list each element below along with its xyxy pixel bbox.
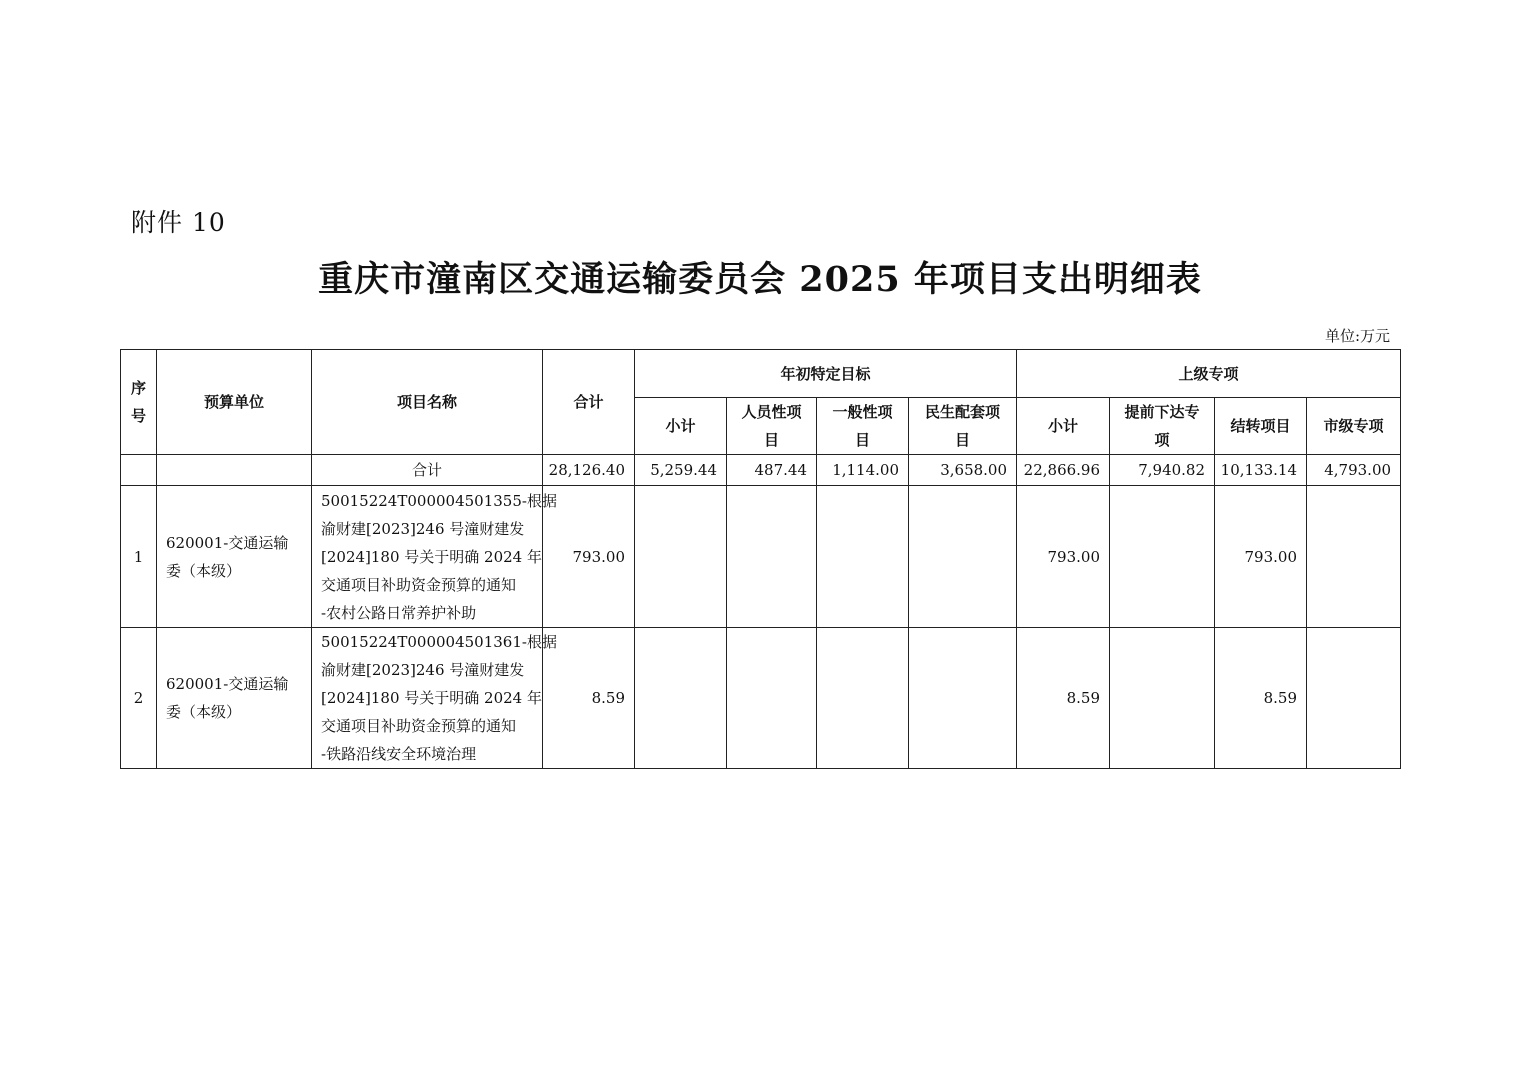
total-livelihood: 3,658.00 [909, 455, 1017, 486]
table-row [121, 486, 1401, 628]
header-initial-subtotal: 小计 [635, 398, 727, 455]
total-general: 1,114.00 [817, 455, 909, 486]
header-total: 合计 [543, 350, 635, 455]
row-project-line: 50015224T000004501355-根据 [321, 491, 557, 510]
row-superior-subtotal: 793.00 [1017, 486, 1110, 628]
row-budget-unit-line: 委（本级） [166, 703, 242, 721]
row-project-line: [2024]180 号关于明确 2024 年 [321, 689, 542, 707]
header-personnel [727, 398, 817, 455]
row-project-line: [2024]180 号关于明确 2024 年 [321, 547, 542, 566]
header-city: 市级专项 [1307, 398, 1401, 455]
header-row-1 [121, 350, 1401, 398]
row-total: 8.59 [543, 628, 635, 769]
row-general [817, 628, 909, 769]
header-personnel-line: 人员性项 [741, 403, 802, 421]
row-city [1307, 486, 1401, 628]
header-personnel-line: 目 [763, 431, 779, 449]
header-advance [1110, 398, 1215, 455]
unit-label: 单位:万元 [1324, 327, 1390, 345]
row-project-line: 50015224T000004501361-根据 [321, 633, 557, 651]
header-group-superior: 上级专项 [1017, 350, 1401, 398]
total-superior-subtotal: 22,866.96 [1017, 455, 1110, 486]
row-city [1307, 628, 1401, 769]
project-expense-table [120, 349, 1401, 769]
header-advance-line: 项 [1154, 431, 1170, 449]
header-general-line: 目 [854, 431, 870, 449]
row-seq: 2 [121, 628, 157, 769]
total-advance: 7,940.82 [1110, 455, 1215, 486]
row-budget-unit [157, 628, 312, 769]
header-seq [121, 350, 157, 455]
attachment-label: 附件 10 [131, 208, 226, 237]
header-general [817, 398, 909, 455]
header-seq-line: 序 [130, 379, 146, 397]
header-project-name: 项目名称 [312, 350, 543, 455]
header-general-line: 一般性项 [832, 403, 893, 421]
row-seq: 1 [121, 486, 157, 628]
row-personnel [727, 628, 817, 769]
header-livelihood [909, 398, 1017, 455]
total-initial-subtotal: 5,259.44 [635, 455, 727, 486]
row-initial-subtotal [635, 628, 727, 769]
header-group-initial: 年初特定目标 [635, 350, 1017, 398]
header-superior-subtotal: 小计 [1017, 398, 1110, 455]
total-unit-cell [157, 455, 312, 486]
row-personnel [727, 486, 817, 628]
page-title: 重庆市潼南区交通运输委员会 2025 年项目支出明细表 [318, 259, 1202, 300]
row-superior-subtotal: 8.59 [1017, 628, 1110, 769]
row-project-line: 交通项目补助资金预算的通知 [321, 717, 517, 735]
row-project-line: -铁路沿线安全环境治理 [321, 745, 477, 763]
total-row [121, 455, 1401, 486]
row-general [817, 486, 909, 628]
header-livelihood-line: 目 [955, 431, 971, 449]
total-carryover: 10,133.14 [1215, 455, 1307, 486]
total-personnel: 487.44 [727, 455, 817, 486]
row-project-line: 渝财建[2023]246 号潼财建发 [321, 661, 525, 679]
total-city: 4,793.00 [1307, 455, 1401, 486]
row-carryover: 793.00 [1215, 486, 1307, 628]
row-advance [1110, 628, 1215, 769]
header-carryover: 结转项目 [1215, 398, 1307, 455]
row-budget-unit-line: 620001-交通运输 [166, 533, 289, 552]
row-project-line: 交通项目补助资金预算的通知 [321, 575, 517, 594]
row-advance [1110, 486, 1215, 628]
row-total: 793.00 [543, 486, 635, 628]
header-seq-line: 号 [130, 407, 146, 425]
header-advance-line: 提前下达专 [1124, 403, 1200, 421]
row-budget-unit-line: 委（本级） [166, 561, 242, 580]
total-label: 合计 [312, 455, 543, 486]
table-row [121, 628, 1401, 769]
row-livelihood [909, 628, 1017, 769]
header-budget-unit: 预算单位 [157, 350, 312, 455]
row-carryover: 8.59 [1215, 628, 1307, 769]
total-seq-cell [121, 455, 157, 486]
total-total: 28,126.40 [543, 455, 635, 486]
row-budget-unit [157, 486, 312, 628]
row-project-name [312, 628, 557, 769]
row-initial-subtotal [635, 486, 727, 628]
row-project-line: 渝财建[2023]246 号潼财建发 [321, 519, 525, 538]
row-livelihood [909, 486, 1017, 628]
row-project-name [312, 486, 557, 628]
header-livelihood-line: 民生配套项 [925, 403, 1001, 421]
row-budget-unit-line: 620001-交通运输 [166, 675, 289, 693]
row-project-line: -农村公路日常养护补助 [321, 603, 477, 622]
